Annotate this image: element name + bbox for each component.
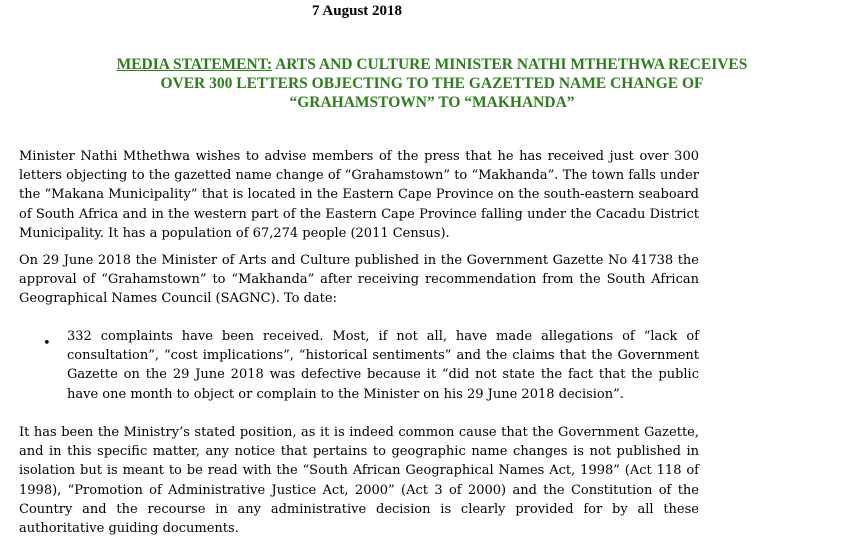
paragraph-3: It has been the Ministry’s stated position, as it is indeed common cause that the Government Gazette, and in this specific matter, any notice that pertains to geographic name changes is not published in isolation but is meant to be read with the “South African Geographical Names Act, 1998” (Act 118 of 1998), “Promotion of Administrative Justice Act, 2000” (Act 3 of 2000) and the Constitution of the Country and the recourse in any administrative decision is clearly provided for by all these authoritative guiding documents. (19, 425, 699, 537)
title-line-1-text: ARTS AND CULTURE MINISTER NATHI MTHETHWA RECEIVES (272, 56, 748, 73)
title-line-3: “GRAHAMSTOWN” TO “MAKHANDA” (289, 94, 575, 111)
document-date: 7 August 2018 (312, 3, 403, 19)
paragraph-2: On 29 June 2018 the Minister of Arts and Culture published in the Government Gazette No 41738 the approval of “Grahamstown” to “Makhanda” after receiving recommendation from the South African Geographical Names Council (SAGNC). To date: (19, 253, 699, 307)
title-line-2: OVER 300 LETTERS OBJECTING TO THE GAZETTED NAME CHANGE OF (160, 75, 704, 92)
statement-title (0, 55, 864, 112)
bullet-marker: • (43, 336, 51, 351)
bullet-item-complaints: 332 complaints have been received. Most, if not all, have made allegations of “lack of consultation”, “cost implications”, “historical sentiments” and the claims that the Government Gazette on the 29 June 2018 was defective because it “did not state the fact that the public have one month to object or complain to the Minister on his 29 June 2018 decision”. (67, 329, 699, 402)
title-line-1 (0, 55, 864, 74)
paragraph-1: Minister Nathi Mthethwa wishes to advise members of the press that he has received just over 300 letters objecting to the gazetted name change of “Grahamstown” to “Makhanda”. The town falls under the “Makana Municipality” that is located in the Eastern Cape Province on the south-eastern seaboard of South Africa and in the western part of the Eastern Cape Province falling under the Cacadu District Municipality. It has a population of 67,274 people (2011 Census). (19, 149, 699, 241)
title-prefix: MEDIA STATEMENT: (116, 56, 273, 73)
